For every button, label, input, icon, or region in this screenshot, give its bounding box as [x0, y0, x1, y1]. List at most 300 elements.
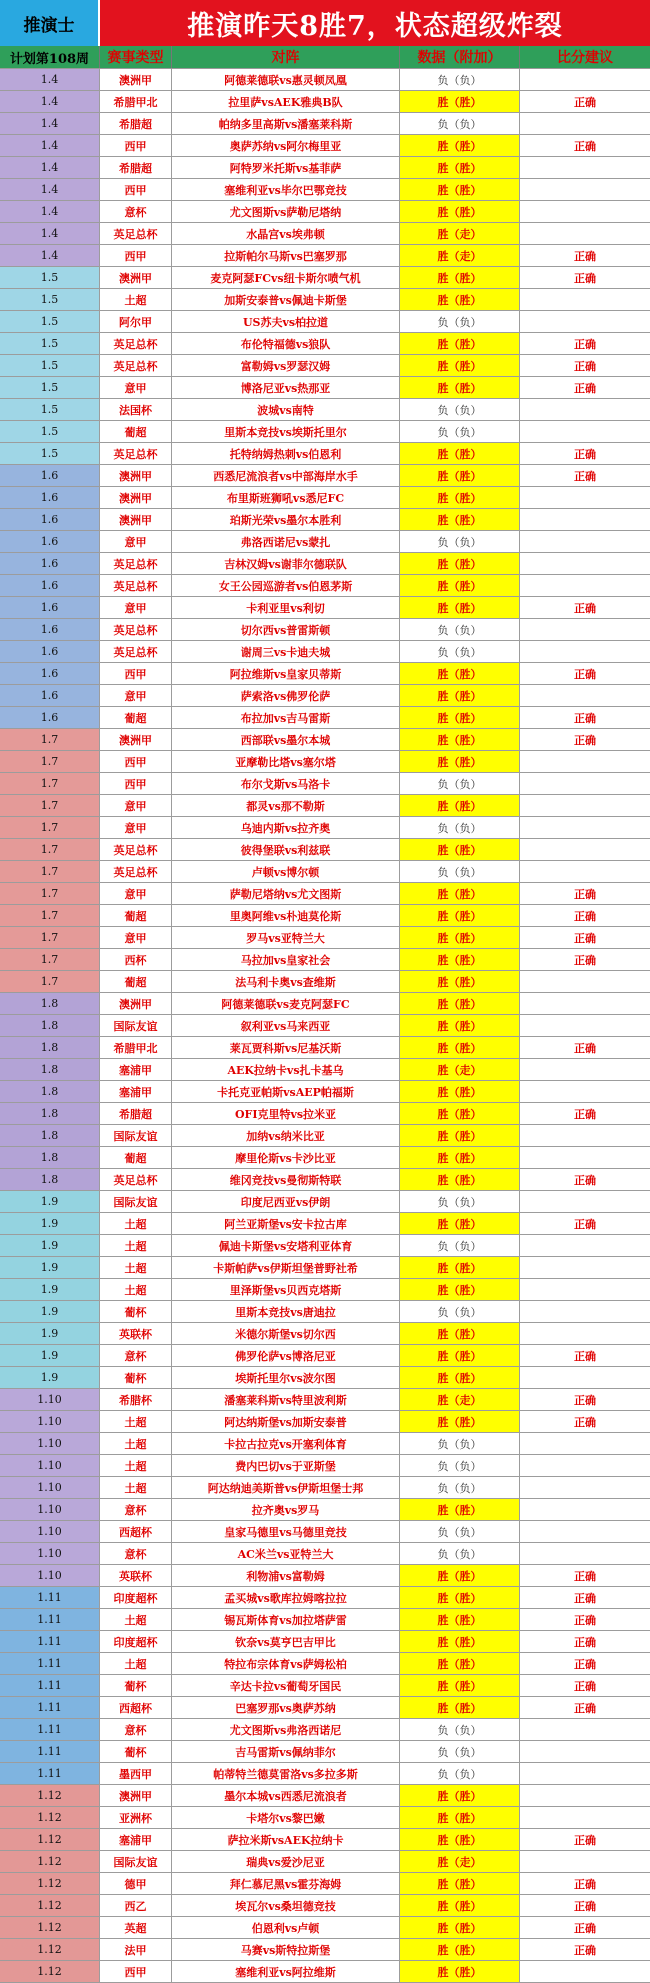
row-league: 英足总杯	[100, 861, 172, 882]
row-league: 英联杯	[100, 1565, 172, 1586]
row-score-tip: 正确	[520, 1829, 650, 1850]
row-result: 胜（胜）	[400, 1103, 520, 1124]
row-league: 葡超	[100, 1147, 172, 1168]
row-league: 西超杯	[100, 1697, 172, 1718]
row-score-tip	[520, 1961, 650, 1982]
table-row	[0, 1235, 650, 1257]
row-result: 胜（胜）	[400, 1961, 520, 1982]
row-date: 1.10	[0, 1477, 100, 1498]
row-score-tip: 正确	[520, 1037, 650, 1058]
row-score-tip	[520, 1059, 650, 1080]
row-league: 葡超	[100, 971, 172, 992]
row-match: 费内巴切vs于亚斯堡	[172, 1455, 400, 1476]
row-score-tip	[520, 861, 650, 882]
row-league: 意甲	[100, 795, 172, 816]
row-match: 都灵vs那不勒斯	[172, 795, 400, 816]
table-row	[0, 1323, 650, 1345]
row-date: 1.8	[0, 1103, 100, 1124]
table-row	[0, 179, 650, 201]
row-result: 胜（走）	[400, 245, 520, 266]
row-match: 拜仁慕尼黑vs霍芬海姆	[172, 1873, 400, 1894]
row-match: 麦克阿瑟FCvs纽卡斯尔喷气机	[172, 267, 400, 288]
row-score-tip	[520, 839, 650, 860]
row-score-tip: 正确	[520, 1411, 650, 1432]
row-result: 负（负）	[400, 1763, 520, 1784]
row-date: 1.4	[0, 91, 100, 112]
row-league: 澳洲甲	[100, 267, 172, 288]
row-league: 澳洲甲	[100, 729, 172, 750]
row-match: 瑞典vs爱沙尼亚	[172, 1851, 400, 1872]
row-score-tip: 正确	[520, 1587, 650, 1608]
row-match: 巴塞罗那vs奥萨苏纳	[172, 1697, 400, 1718]
row-result: 胜（胜）	[400, 1257, 520, 1278]
row-match: 卢顿vs博尔顿	[172, 861, 400, 882]
row-score-tip	[520, 1543, 650, 1564]
row-result: 胜（胜）	[400, 575, 520, 596]
row-score-tip	[520, 1367, 650, 1388]
row-date: 1.8	[0, 1081, 100, 1102]
row-match: 埃斯托里尔vs波尔图	[172, 1367, 400, 1388]
row-result: 负（负）	[400, 399, 520, 420]
row-score-tip: 正确	[520, 1103, 650, 1124]
row-league: 英足总杯	[100, 1169, 172, 1190]
row-result: 胜（胜）	[400, 267, 520, 288]
row-result: 胜（胜）	[400, 1147, 520, 1168]
row-league: 土超	[100, 289, 172, 310]
row-date: 1.10	[0, 1433, 100, 1454]
row-league: 土超	[100, 1257, 172, 1278]
row-result: 负（负）	[400, 1719, 520, 1740]
row-league: 印度超杯	[100, 1631, 172, 1652]
table-row	[0, 1895, 650, 1917]
table-row	[0, 685, 650, 707]
row-date: 1.5	[0, 355, 100, 376]
row-date: 1.6	[0, 531, 100, 552]
row-date: 1.11	[0, 1631, 100, 1652]
row-date: 1.7	[0, 971, 100, 992]
row-result: 胜（胜）	[400, 1873, 520, 1894]
row-result: 胜（胜）	[400, 1411, 520, 1432]
row-league: 澳洲甲	[100, 993, 172, 1014]
row-score-tip: 正确	[520, 91, 650, 112]
row-score-tip: 正确	[520, 1609, 650, 1630]
row-date: 1.5	[0, 267, 100, 288]
table-row	[0, 1543, 650, 1565]
row-score-tip	[520, 1279, 650, 1300]
row-date: 1.4	[0, 223, 100, 244]
table-row	[0, 1455, 650, 1477]
row-league: 国际友谊	[100, 1191, 172, 1212]
row-match: 尤文图斯vs弗洛西诺尼	[172, 1719, 400, 1740]
row-match: 阿达纳斯堡vs加斯安泰普	[172, 1411, 400, 1432]
row-league: 希腊甲北	[100, 91, 172, 112]
table-row	[0, 1499, 650, 1521]
row-league: 亚洲杯	[100, 1807, 172, 1828]
table-row	[0, 1345, 650, 1367]
row-result: 胜（胜）	[400, 905, 520, 926]
row-score-tip: 正确	[520, 245, 650, 266]
row-result: 胜（胜）	[400, 1015, 520, 1036]
row-league: 希腊超	[100, 113, 172, 134]
row-match: 谢周三vs卡迪夫城	[172, 641, 400, 662]
row-result: 胜（走）	[400, 223, 520, 244]
row-score-tip: 正确	[520, 1873, 650, 1894]
row-date: 1.6	[0, 575, 100, 596]
table-row	[0, 1301, 650, 1323]
row-score-tip: 正确	[520, 905, 650, 926]
row-league: 西甲	[100, 663, 172, 684]
row-league: 英足总杯	[100, 641, 172, 662]
row-date: 1.8	[0, 993, 100, 1014]
row-match: 布伦特福德vs狼队	[172, 333, 400, 354]
table-row	[0, 619, 650, 641]
row-result: 胜（胜）	[400, 1367, 520, 1388]
row-match: 弗洛西诺尼vs蒙扎	[172, 531, 400, 552]
row-result: 胜（胜）	[400, 1587, 520, 1608]
row-date: 1.7	[0, 817, 100, 838]
row-score-tip: 正确	[520, 465, 650, 486]
row-league: 希腊杯	[100, 1389, 172, 1410]
table-row	[0, 267, 650, 289]
row-result: 胜（胜）	[400, 597, 520, 618]
table-row	[0, 1609, 650, 1631]
row-league: 葡杯	[100, 1367, 172, 1388]
table-row	[0, 1521, 650, 1543]
row-match: 卡塔尔vs黎巴嫩	[172, 1807, 400, 1828]
row-date: 1.12	[0, 1851, 100, 1872]
row-date: 1.10	[0, 1455, 100, 1476]
table-row	[0, 1829, 650, 1851]
row-league: 意甲	[100, 685, 172, 706]
row-score-tip	[520, 795, 650, 816]
row-league: 国际友谊	[100, 1125, 172, 1146]
row-date: 1.9	[0, 1191, 100, 1212]
row-score-tip	[520, 1741, 650, 1762]
row-result: 胜（胜）	[400, 1653, 520, 1674]
table-row	[0, 839, 650, 861]
row-score-tip	[520, 1191, 650, 1212]
row-match: 博洛尼亚vs热那亚	[172, 377, 400, 398]
table-row	[0, 1653, 650, 1675]
row-date: 1.4	[0, 245, 100, 266]
row-date: 1.9	[0, 1235, 100, 1256]
row-league: 国际友谊	[100, 1851, 172, 1872]
row-score-tip: 正确	[520, 1697, 650, 1718]
row-league: 塞浦甲	[100, 1829, 172, 1850]
row-date: 1.12	[0, 1873, 100, 1894]
row-date: 1.9	[0, 1257, 100, 1278]
row-match: 西部联vs墨尔本城	[172, 729, 400, 750]
row-result: 胜（胜）	[400, 1169, 520, 1190]
row-date: 1.4	[0, 201, 100, 222]
row-result: 胜（胜）	[400, 1697, 520, 1718]
row-match: 西悉尼流浪者vs中部海岸水手	[172, 465, 400, 486]
row-league: 葡超	[100, 905, 172, 926]
row-league: 英足总杯	[100, 619, 172, 640]
brand-label: 推演士	[0, 0, 100, 46]
column-header-score-tip: 比分建议	[557, 50, 613, 66]
row-match: 帕纳多里高斯vs潘塞莱科斯	[172, 113, 400, 134]
row-match: 奥萨苏纳vs阿尔梅里亚	[172, 135, 400, 156]
row-league: 阿尔甲	[100, 311, 172, 332]
row-date: 1.6	[0, 619, 100, 640]
row-match: 吉林汉姆vs谢菲尔德联队	[172, 553, 400, 574]
row-league: 葡超	[100, 707, 172, 728]
row-score-tip	[520, 1235, 650, 1256]
table-row	[0, 1785, 650, 1807]
table-row	[0, 1059, 650, 1081]
table-row	[0, 509, 650, 531]
table-row	[0, 1411, 650, 1433]
table-row	[0, 795, 650, 817]
row-result: 胜（胜）	[400, 685, 520, 706]
table-row	[0, 597, 650, 619]
row-score-tip	[520, 1521, 650, 1542]
row-date: 1.10	[0, 1543, 100, 1564]
row-match: 尤文图斯vs萨勒尼塔纳	[172, 201, 400, 222]
table-row	[0, 1103, 650, 1125]
row-league: 西甲	[100, 179, 172, 200]
row-result: 胜（胜）	[400, 883, 520, 904]
row-date: 1.9	[0, 1367, 100, 1388]
table-row	[0, 1279, 650, 1301]
row-score-tip: 正确	[520, 333, 650, 354]
table-row	[0, 993, 650, 1015]
row-league: 土超	[100, 1477, 172, 1498]
row-date: 1.5	[0, 443, 100, 464]
table-row	[0, 443, 650, 465]
row-score-tip: 正确	[520, 135, 650, 156]
row-score-tip	[520, 1807, 650, 1828]
row-match: 佩迪卡斯堡vs安塔利亚体育	[172, 1235, 400, 1256]
row-league: 葡杯	[100, 1301, 172, 1322]
table-row	[0, 575, 650, 597]
row-league: 英足总杯	[100, 355, 172, 376]
row-result: 胜（胜）	[400, 1345, 520, 1366]
row-match: 孟买城vs歌库拉姆喀拉拉	[172, 1587, 400, 1608]
row-score-tip	[520, 1323, 650, 1344]
row-score-tip: 正确	[520, 1653, 650, 1674]
row-score-tip	[520, 421, 650, 442]
row-date: 1.5	[0, 421, 100, 442]
row-match: 马拉加vs皇家社会	[172, 949, 400, 970]
row-match: 拉齐奥vs罗马	[172, 1499, 400, 1520]
table-row	[0, 1961, 650, 1983]
row-match: 萨索洛vs佛罗伦萨	[172, 685, 400, 706]
row-date: 1.10	[0, 1389, 100, 1410]
row-match: US苏夫vs柏拉道	[172, 311, 400, 332]
table-row	[0, 487, 650, 509]
row-result: 负（负）	[400, 69, 520, 90]
table-row	[0, 289, 650, 311]
row-result: 胜（胜）	[400, 1807, 520, 1828]
row-score-tip: 正确	[520, 1169, 650, 1190]
row-date: 1.9	[0, 1323, 100, 1344]
row-league: 土超	[100, 1213, 172, 1234]
row-match: AC米兰vs亚特兰大	[172, 1543, 400, 1564]
row-match: 彼得堡联vs利兹联	[172, 839, 400, 860]
row-score-tip	[520, 1785, 650, 1806]
row-result: 胜（胜）	[400, 993, 520, 1014]
row-league: 英足总杯	[100, 443, 172, 464]
table-row	[0, 465, 650, 487]
table-row	[0, 773, 650, 795]
row-match: 女王公园巡游者vs伯恩茅斯	[172, 575, 400, 596]
row-league: 意杯	[100, 1543, 172, 1564]
row-result: 胜（胜）	[400, 1213, 520, 1234]
row-result: 胜（胜）	[400, 1631, 520, 1652]
table-row	[0, 1631, 650, 1653]
row-score-tip	[520, 201, 650, 222]
row-result: 胜（胜）	[400, 135, 520, 156]
row-result: 胜（胜）	[400, 509, 520, 530]
table-row	[0, 1433, 650, 1455]
row-match: 萨勒尼塔纳vs尤文图斯	[172, 883, 400, 904]
row-match: 埃瓦尔vs桑坦德竞技	[172, 1895, 400, 1916]
row-match: 米德尔斯堡vs切尔西	[172, 1323, 400, 1344]
row-score-tip	[520, 575, 650, 596]
row-result: 负（负）	[400, 1433, 520, 1454]
row-match: 帕蒂特兰德莫雷洛vs多拉多斯	[172, 1763, 400, 1784]
row-date: 1.6	[0, 509, 100, 530]
row-score-tip: 正确	[520, 377, 650, 398]
row-date: 1.7	[0, 949, 100, 970]
row-match: 塞维利亚vs毕尔巴鄂竞技	[172, 179, 400, 200]
row-result: 胜（胜）	[400, 289, 520, 310]
table-row	[0, 553, 650, 575]
row-date: 1.7	[0, 861, 100, 882]
row-match: 利物浦vs富勒姆	[172, 1565, 400, 1586]
row-score-tip	[520, 311, 650, 332]
table-row	[0, 949, 650, 971]
row-match: 亚摩勒比塔vs塞尔塔	[172, 751, 400, 772]
row-result: 负（负）	[400, 1191, 520, 1212]
row-date: 1.11	[0, 1697, 100, 1718]
row-result: 负（负）	[400, 1455, 520, 1476]
row-date: 1.10	[0, 1565, 100, 1586]
row-match: 阿达纳迪美斯普vs伊斯坦堡士邦	[172, 1477, 400, 1498]
row-score-tip: 正确	[520, 1631, 650, 1652]
table-row	[0, 1873, 650, 1895]
row-date: 1.10	[0, 1521, 100, 1542]
row-match: 卡斯帕萨vs伊斯坦堡普野社希	[172, 1257, 400, 1278]
row-match: 伯恩利vs卢顿	[172, 1917, 400, 1938]
row-match: 里斯本竞技vs唐迪拉	[172, 1301, 400, 1322]
row-league: 希腊甲北	[100, 1037, 172, 1058]
column-header-data: 数据（附加）	[400, 46, 520, 68]
row-league: 英联杯	[100, 1323, 172, 1344]
row-score-tip	[520, 69, 650, 90]
row-match: 富勒姆vs罗瑟汉姆	[172, 355, 400, 376]
row-score-tip	[520, 223, 650, 244]
row-result: 胜（胜）	[400, 1037, 520, 1058]
row-result: 负（负）	[400, 861, 520, 882]
row-match: 钦奈vs莫亨巴吉甲比	[172, 1631, 400, 1652]
row-score-tip	[520, 157, 650, 178]
row-date: 1.6	[0, 553, 100, 574]
row-result: 胜（胜）	[400, 377, 520, 398]
table-row	[0, 1015, 650, 1037]
row-result: 胜（胜）	[400, 201, 520, 222]
row-date: 1.9	[0, 1279, 100, 1300]
row-match: 辛达卡拉vs葡萄牙国民	[172, 1675, 400, 1696]
row-league: 西乙	[100, 1895, 172, 1916]
row-score-tip	[520, 1499, 650, 1520]
row-date: 1.4	[0, 135, 100, 156]
row-score-tip: 正确	[520, 1213, 650, 1234]
row-league: 希腊超	[100, 157, 172, 178]
table-row	[0, 157, 650, 179]
row-league: 西甲	[100, 135, 172, 156]
row-score-tip	[520, 1015, 650, 1036]
row-league: 英足总杯	[100, 575, 172, 596]
row-score-tip	[520, 1125, 650, 1146]
row-date: 1.12	[0, 1939, 100, 1960]
row-league: 土超	[100, 1609, 172, 1630]
row-league: 塞浦甲	[100, 1081, 172, 1102]
row-score-tip	[520, 399, 650, 420]
row-match: 法马利卡奥vs查维斯	[172, 971, 400, 992]
row-result: 胜（胜）	[400, 729, 520, 750]
table-row	[0, 883, 650, 905]
row-league: 英足总杯	[100, 839, 172, 860]
row-league: 澳洲甲	[100, 487, 172, 508]
row-result: 胜（胜）	[400, 1917, 520, 1938]
row-date: 1.4	[0, 113, 100, 134]
row-match: 拉斯帕尔马斯vs巴塞罗那	[172, 245, 400, 266]
table-row	[0, 113, 650, 135]
table-row	[0, 1741, 650, 1763]
row-score-tip: 正确	[520, 267, 650, 288]
row-date: 1.5	[0, 311, 100, 332]
row-result: 胜（胜）	[400, 927, 520, 948]
results-table-body	[0, 69, 650, 1983]
row-date: 1.11	[0, 1587, 100, 1608]
row-league: 法甲	[100, 1939, 172, 1960]
row-league: 意甲	[100, 927, 172, 948]
row-result: 胜（胜）	[400, 1675, 520, 1696]
row-date: 1.7	[0, 751, 100, 772]
table-row	[0, 1037, 650, 1059]
row-league: 德甲	[100, 1873, 172, 1894]
row-score-tip	[520, 1763, 650, 1784]
row-league: 法国杯	[100, 399, 172, 420]
row-league: 意甲	[100, 883, 172, 904]
row-score-tip	[520, 1257, 650, 1278]
row-league: 英足总杯	[100, 553, 172, 574]
row-result: 胜（胜）	[400, 553, 520, 574]
row-league: 澳洲甲	[100, 509, 172, 530]
row-date: 1.9	[0, 1301, 100, 1322]
row-match: 锡瓦斯体育vs加拉塔萨雷	[172, 1609, 400, 1630]
row-date: 1.4	[0, 179, 100, 200]
row-league: 葡杯	[100, 1675, 172, 1696]
column-header-league: 赛事类型	[100, 46, 172, 68]
table-row	[0, 1367, 650, 1389]
row-result: 负（负）	[400, 531, 520, 552]
row-score-tip	[520, 179, 650, 200]
column-header-match: 对阵	[172, 46, 400, 68]
row-score-tip: 正确	[520, 1895, 650, 1916]
table-row	[0, 861, 650, 883]
row-league: 希腊超	[100, 1103, 172, 1124]
sheet-header	[0, 0, 650, 46]
row-date: 1.7	[0, 729, 100, 750]
row-league: 意甲	[100, 817, 172, 838]
row-date: 1.12	[0, 1807, 100, 1828]
row-match: AEK拉纳卡vs扎卡基乌	[172, 1059, 400, 1080]
row-score-tip	[520, 619, 650, 640]
